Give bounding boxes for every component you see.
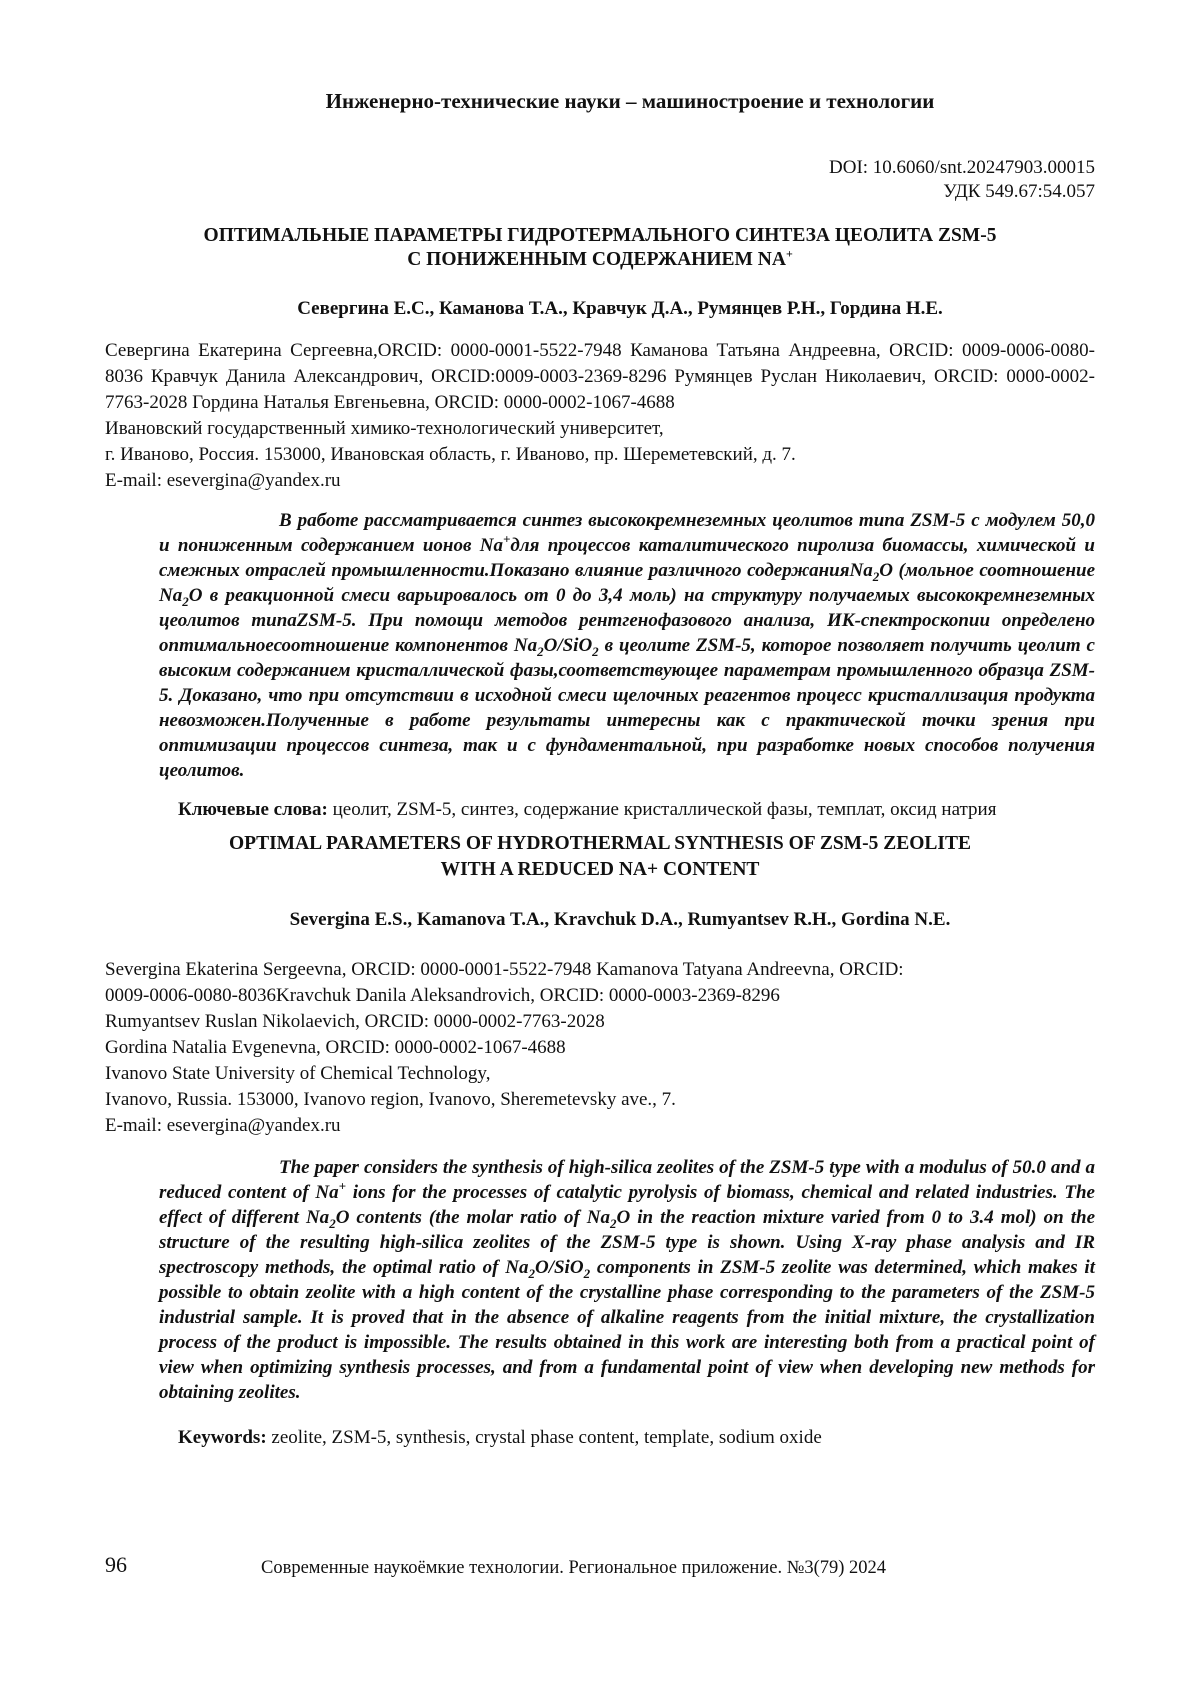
abstract-en-text: O in the reaction mixture varied from 0 to 3.4 mol) on the structure of the resulting high-silica zeolites of the ZSM-5 type is shown. Using X-ray phase analysis and IR spectroscopy methods, the optimal ratio of Na: [159, 1207, 1095, 1278]
keywords-ru-list: цеолит, ZSM-5, синтез, содержание кристаллической фазы, темплат, оксид натрия: [327, 799, 997, 820]
authors-ru: Севергина Е.С., Каманова Т.А., Кравчук Д.А., Румянцев Р.Н., Гордина Н.Е.: [297, 298, 943, 319]
affiliation-ru-people: Севергина Екатерина Сергеевна,ORCID: 0000-0001-5522-7948 Каманова Татьяна Андреевна, ORCID: 0009-0006-0080-8036 Кравчук Данила Александрович, ORCID:0009-0003-2369-8296 Румянцев Руслан Николаевич, ORCID: 0000-0002-7763-2028 Гордина Наталья Евгеньевна, ORCID: 0000-0002-1067-4688: [105, 340, 1095, 413]
title-en: [105, 831, 1095, 883]
abstract-en-text: O/SiO: [534, 1257, 584, 1278]
abstract-en-sub: 2: [583, 1265, 591, 1281]
abstract-ru-text: В работе рассматривается синтез высококремнеземных цеолитов типа ZSM-5 с модулем 50,0 и пониженным содержанием ионов Na: [159, 510, 1095, 556]
abstract-ru-text: для процессов каталитического пиролиза биомассы, химической и смежных отраслей промышленности.Показано влияние различного содержанияNa: [159, 535, 1095, 581]
abstract-ru-sub: 2: [592, 643, 599, 659]
affiliation-ru: [105, 338, 1095, 494]
title-ru-line1: ОПТИМАЛЬНЫЕ ПАРАМЕТРЫ ГИДРОТЕРМАЛЬНОГО СИНТЕЗА ЦЕОЛИТА ZSM-5: [203, 225, 997, 246]
abstract-en-text: components in ZSM-5 zeolite was determined, which makes it possible to obtain zeolite with a high content of the crystalline phase corresponding to the parameters of the ZSM-5 industrial sample. It is proved that in the absence of alkaline reagents from the initial mixture, the crystallization process of the product is impossible. The results obtained in this work are interesting both from a practical point of view when optimizing synthesis processes, and from a fundamental point of view when developing new methods for obtaining zeolites.: [159, 1257, 1095, 1403]
title-en-line1: OPTIMAL PARAMETERS OF HYDROTHERMAL SYNTHESIS OF ZSM-5 ZEOLITE: [228, 833, 971, 854]
section-header: Инженерно-технические науки – машиностроение и технологии: [325, 89, 935, 113]
abstract-ru-text: в цеолите ZSM-5, которое позволяет получить цеолит с высоким содержанием кристаллической фазы,соответствующее параметрам промышленного образца ZSM-5. Доказано, что при отсутствии в исходной смеси щелочных реагентов процесс кристаллизация продукта невозможен.Полученные в работе результаты интересны как с практической точки зрения при оптимизации процессов синтеза, так и с фундаментальной, при разработке новых способов получения цеолитов.: [159, 635, 1095, 781]
abstract-en-sup: +: [338, 1178, 347, 1194]
abstract-ru-text: O/SiO: [543, 635, 593, 656]
affiliation-ru-university: Ивановский государственный химико-технологический университет,: [105, 418, 664, 439]
journal-title: Современные наукоёмкие технологии. Региональное приложение. №3(79) 2024: [261, 1558, 887, 1578]
keywords-en-list: zeolite, ZSM-5, synthesis, crystal phase content, template, sodium oxide: [266, 1427, 822, 1448]
affiliation-ru-address: г. Иваново, Россия. 153000, Ивановская область, г. Иваново, пр. Шереметевский, д. 7.: [105, 444, 796, 465]
abstract-ru-text: O в реакционной смеси варьировалось от 0 до 3,4 моль) на структуру получаемых высококремнеземных цеолитов типаZSM-5. При помощи методов рентгенофазового анализа, ИК-спектроскопии определено оптимальноесоотношение компонентов Na: [159, 585, 1095, 656]
abstract-ru: [159, 508, 1095, 783]
affiliation-en-line: E-mail: esevergina@yandex.ru: [105, 1115, 341, 1136]
affiliation-en: [105, 957, 1095, 1139]
affiliation-en-line: 0009-0006-0080-8036Kravchuk Danila Aleksandrovich, ORCID: 0000-0003-2369-8296: [105, 985, 780, 1006]
keywords-ru: [178, 797, 1095, 823]
abstract-ru-sub: 2: [872, 568, 880, 584]
keywords-ru-label: Ключевые слова:: [178, 799, 328, 820]
affiliation-en-line: Ivanovo, Russia. 153000, Ivanovo region, Ivanovo, Sheremetevsky ave., 7.: [105, 1089, 676, 1110]
title-ru: [105, 224, 1095, 272]
abstract-ru-sub: 2: [182, 593, 189, 609]
udk: УДК 549.67:54.057: [943, 181, 1095, 202]
abstract-en-text: O contents (the molar ratio of Na: [335, 1207, 611, 1228]
keywords-en-label: Keywords:: [178, 1427, 267, 1448]
abstract-en-sub: 2: [610, 1215, 617, 1231]
title-en-line2: WITH A REDUCED NA+ CONTENT: [440, 859, 760, 880]
affiliation-en-line: Rumyantsev Ruslan Nikolaevich, ORCID: 0000-0002-7763-2028: [105, 1011, 605, 1032]
abstract-en-sub: 2: [329, 1215, 336, 1231]
abstract-en-text: ions for the processes of catalytic pyrolysis of biomass, chemical and related industries. The effect of different Na: [159, 1182, 1095, 1228]
affiliation-en-line: Gordina Natalia Evgenevna, ORCID: 0000-0002-1067-4688: [105, 1037, 566, 1058]
doi: DOI: 10.6060/snt.20247903.00015: [829, 157, 1095, 178]
article-identifiers: [105, 156, 1095, 204]
affiliation-en-line: Ivanovo State University of Chemical Technology,: [105, 1063, 491, 1084]
affiliation-en-line: Severgina Ekaterina Sergeevna, ORCID: 0000-0001-5522-7948 Kamanova Tatyana Andreevna, ORCID:: [105, 959, 904, 980]
abstract-en: [159, 1155, 1095, 1405]
authors-en: Severgina E.S., Kamanova T.A., Kravchuk D.A., Rumyantsev R.H., Gordina N.E.: [289, 909, 951, 930]
title-ru-sup: +: [785, 246, 793, 261]
title-ru-line2-text: С ПОНИЖЕННЫМ СОДЕРЖАНИЕМ NA: [407, 249, 786, 270]
keywords-en: [178, 1425, 1095, 1451]
abstract-ru-text: O (мольное соотношение Na: [159, 560, 1095, 606]
abstract-en-sub: 2: [528, 1265, 535, 1281]
affiliation-ru-email: E-mail: esevergina@yandex.ru: [105, 470, 341, 491]
page-number: 96: [105, 1552, 127, 1577]
page-footer: [105, 1552, 1095, 1582]
abstract-en-text: The paper considers the synthesis of high-silica zeolites of the ZSM-5 type with a modulus of 50.0 and a reduced content of Na: [159, 1157, 1095, 1203]
title-ru-line2: [105, 248, 1095, 272]
abstract-ru-sup: +: [503, 531, 511, 547]
abstract-ru-sub: 2: [537, 643, 544, 659]
